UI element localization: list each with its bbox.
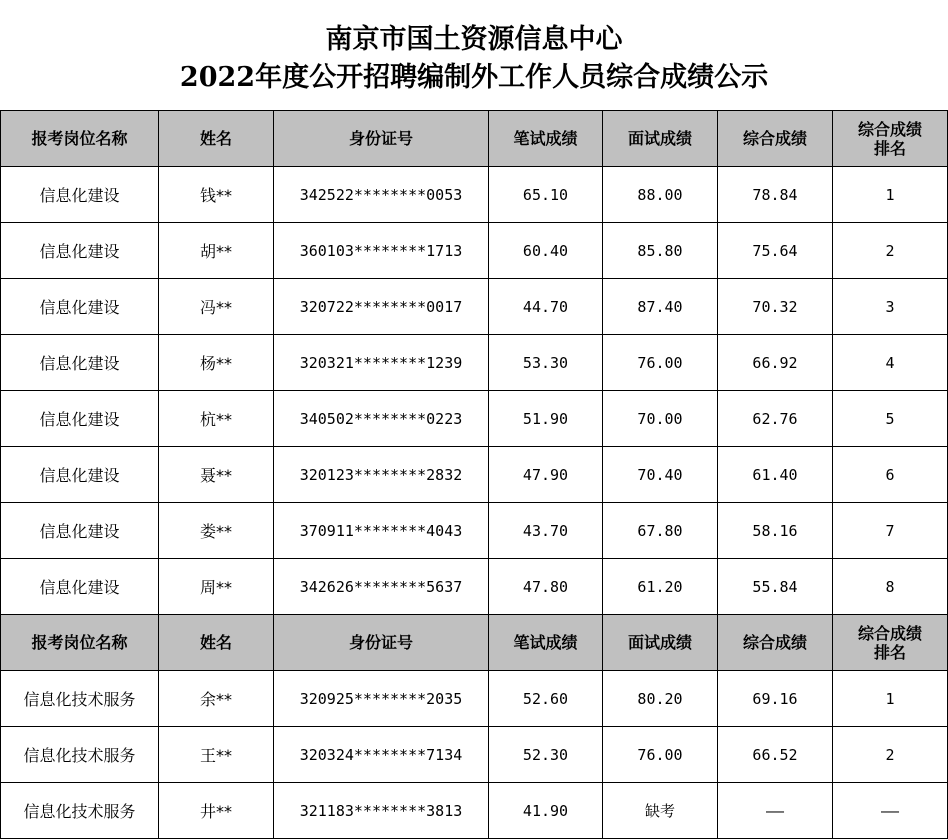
- table-row: [1, 391, 948, 447]
- cell-name: 余**: [159, 671, 274, 727]
- cell-interview-score: 61.20: [603, 559, 718, 615]
- page-title: 南京市国土资源信息中心: [325, 24, 623, 55]
- cell-rank: 7: [833, 503, 948, 559]
- cell-interview-score: 85.80: [603, 223, 718, 279]
- cell-rank: ——: [833, 783, 948, 839]
- header-position: 报考岗位名称: [1, 111, 159, 167]
- cell-total-score: 62.76: [718, 391, 833, 447]
- cell-rank: 1: [833, 671, 948, 727]
- cell-rank: 2: [833, 727, 948, 783]
- cell-total-score: 70.32: [718, 279, 833, 335]
- cell-name: 聂**: [159, 447, 274, 503]
- header-id-number: 身份证号: [274, 615, 489, 671]
- header-rank: 综合成绩 排名: [833, 615, 948, 671]
- cell-rank: 6: [833, 447, 948, 503]
- table-row: [1, 671, 948, 727]
- cell-total-score: 66.92: [718, 335, 833, 391]
- cell-id-number: 370911********4043: [274, 503, 489, 559]
- header-total-score: 综合成绩: [718, 615, 833, 671]
- page-subtitle: 2022年度公开招聘编制外工作人员综合成绩公示: [179, 62, 769, 93]
- cell-rank: 5: [833, 391, 948, 447]
- header-interview-score: 面试成绩: [603, 111, 718, 167]
- cell-name: 娄**: [159, 503, 274, 559]
- cell-total-score: 55.84: [718, 559, 833, 615]
- cell-interview-score: 70.00: [603, 391, 718, 447]
- cell-position: 信息化建设: [1, 167, 159, 223]
- cell-total-score: ——: [718, 783, 833, 839]
- cell-id-number: 360103********1713: [274, 223, 489, 279]
- cell-written-score: 47.80: [489, 559, 603, 615]
- table-row: [1, 783, 948, 839]
- cell-position: 信息化技术服务: [1, 727, 159, 783]
- cell-id-number: 340502********0223: [274, 391, 489, 447]
- cell-position: 信息化技术服务: [1, 671, 159, 727]
- cell-position: 信息化技术服务: [1, 783, 159, 839]
- cell-rank: 2: [833, 223, 948, 279]
- table-row: [1, 559, 948, 615]
- header-name: 姓名: [159, 615, 274, 671]
- cell-position: 信息化建设: [1, 559, 159, 615]
- cell-written-score: 52.30: [489, 727, 603, 783]
- cell-id-number: 320123********2832: [274, 447, 489, 503]
- cell-name: 王**: [159, 727, 274, 783]
- cell-name: 杨**: [159, 335, 274, 391]
- header-position: 报考岗位名称: [1, 615, 159, 671]
- cell-interview-score: 80.20: [603, 671, 718, 727]
- cell-id-number: 320321********1239: [274, 335, 489, 391]
- header-total-score: 综合成绩: [718, 111, 833, 167]
- cell-name: 杭**: [159, 391, 274, 447]
- header-written-score: 笔试成绩: [489, 615, 603, 671]
- cell-name: 胡**: [159, 223, 274, 279]
- header-id-number: 身份证号: [274, 111, 489, 167]
- cell-total-score: 58.16: [718, 503, 833, 559]
- header-name: 姓名: [159, 111, 274, 167]
- cell-written-score: 44.70: [489, 279, 603, 335]
- cell-written-score: 47.90: [489, 447, 603, 503]
- cell-name: 冯**: [159, 279, 274, 335]
- cell-name: 井**: [159, 783, 274, 839]
- cell-id-number: 342626********5637: [274, 559, 489, 615]
- table-header-row: [1, 111, 948, 167]
- cell-written-score: 53.30: [489, 335, 603, 391]
- cell-rank: 1: [833, 167, 948, 223]
- cell-interview-score: 87.40: [603, 279, 718, 335]
- table-row: [1, 167, 948, 223]
- cell-written-score: 51.90: [489, 391, 603, 447]
- cell-total-score: 69.16: [718, 671, 833, 727]
- cell-position: 信息化建设: [1, 279, 159, 335]
- cell-id-number: 321183********3813: [274, 783, 489, 839]
- cell-total-score: 75.64: [718, 223, 833, 279]
- cell-position: 信息化建设: [1, 447, 159, 503]
- cell-rank: 4: [833, 335, 948, 391]
- header-rank: 综合成绩 排名: [833, 111, 948, 167]
- cell-written-score: 60.40: [489, 223, 603, 279]
- table-row: [1, 727, 948, 783]
- cell-id-number: 320722********0017: [274, 279, 489, 335]
- cell-written-score: 43.70: [489, 503, 603, 559]
- cell-interview-score: 76.00: [603, 335, 718, 391]
- table-header-row: [1, 615, 948, 671]
- results-table: [0, 110, 948, 839]
- cell-written-score: 65.10: [489, 167, 603, 223]
- cell-interview-score: 70.40: [603, 447, 718, 503]
- table-row: [1, 335, 948, 391]
- table-row: [1, 279, 948, 335]
- cell-position: 信息化建设: [1, 503, 159, 559]
- cell-name: 钱**: [159, 167, 274, 223]
- cell-written-score: 52.60: [489, 671, 603, 727]
- header-written-score: 笔试成绩: [489, 111, 603, 167]
- cell-id-number: 342522********0053: [274, 167, 489, 223]
- cell-position: 信息化建设: [1, 223, 159, 279]
- cell-name: 周**: [159, 559, 274, 615]
- cell-total-score: 61.40: [718, 447, 833, 503]
- table-row: [1, 447, 948, 503]
- cell-id-number: 320324********7134: [274, 727, 489, 783]
- header-interview-score: 面试成绩: [603, 615, 718, 671]
- cell-id-number: 320925********2035: [274, 671, 489, 727]
- table-row: [1, 223, 948, 279]
- cell-position: 信息化建设: [1, 335, 159, 391]
- cell-written-score: 41.90: [489, 783, 603, 839]
- cell-interview-score: 76.00: [603, 727, 718, 783]
- cell-position: 信息化建设: [1, 391, 159, 447]
- cell-total-score: 66.52: [718, 727, 833, 783]
- cell-rank: 3: [833, 279, 948, 335]
- cell-rank: 8: [833, 559, 948, 615]
- cell-interview-score: 67.80: [603, 503, 718, 559]
- cell-total-score: 78.84: [718, 167, 833, 223]
- table-row: [1, 503, 948, 559]
- cell-interview-score: 缺考: [603, 783, 718, 839]
- cell-interview-score: 88.00: [603, 167, 718, 223]
